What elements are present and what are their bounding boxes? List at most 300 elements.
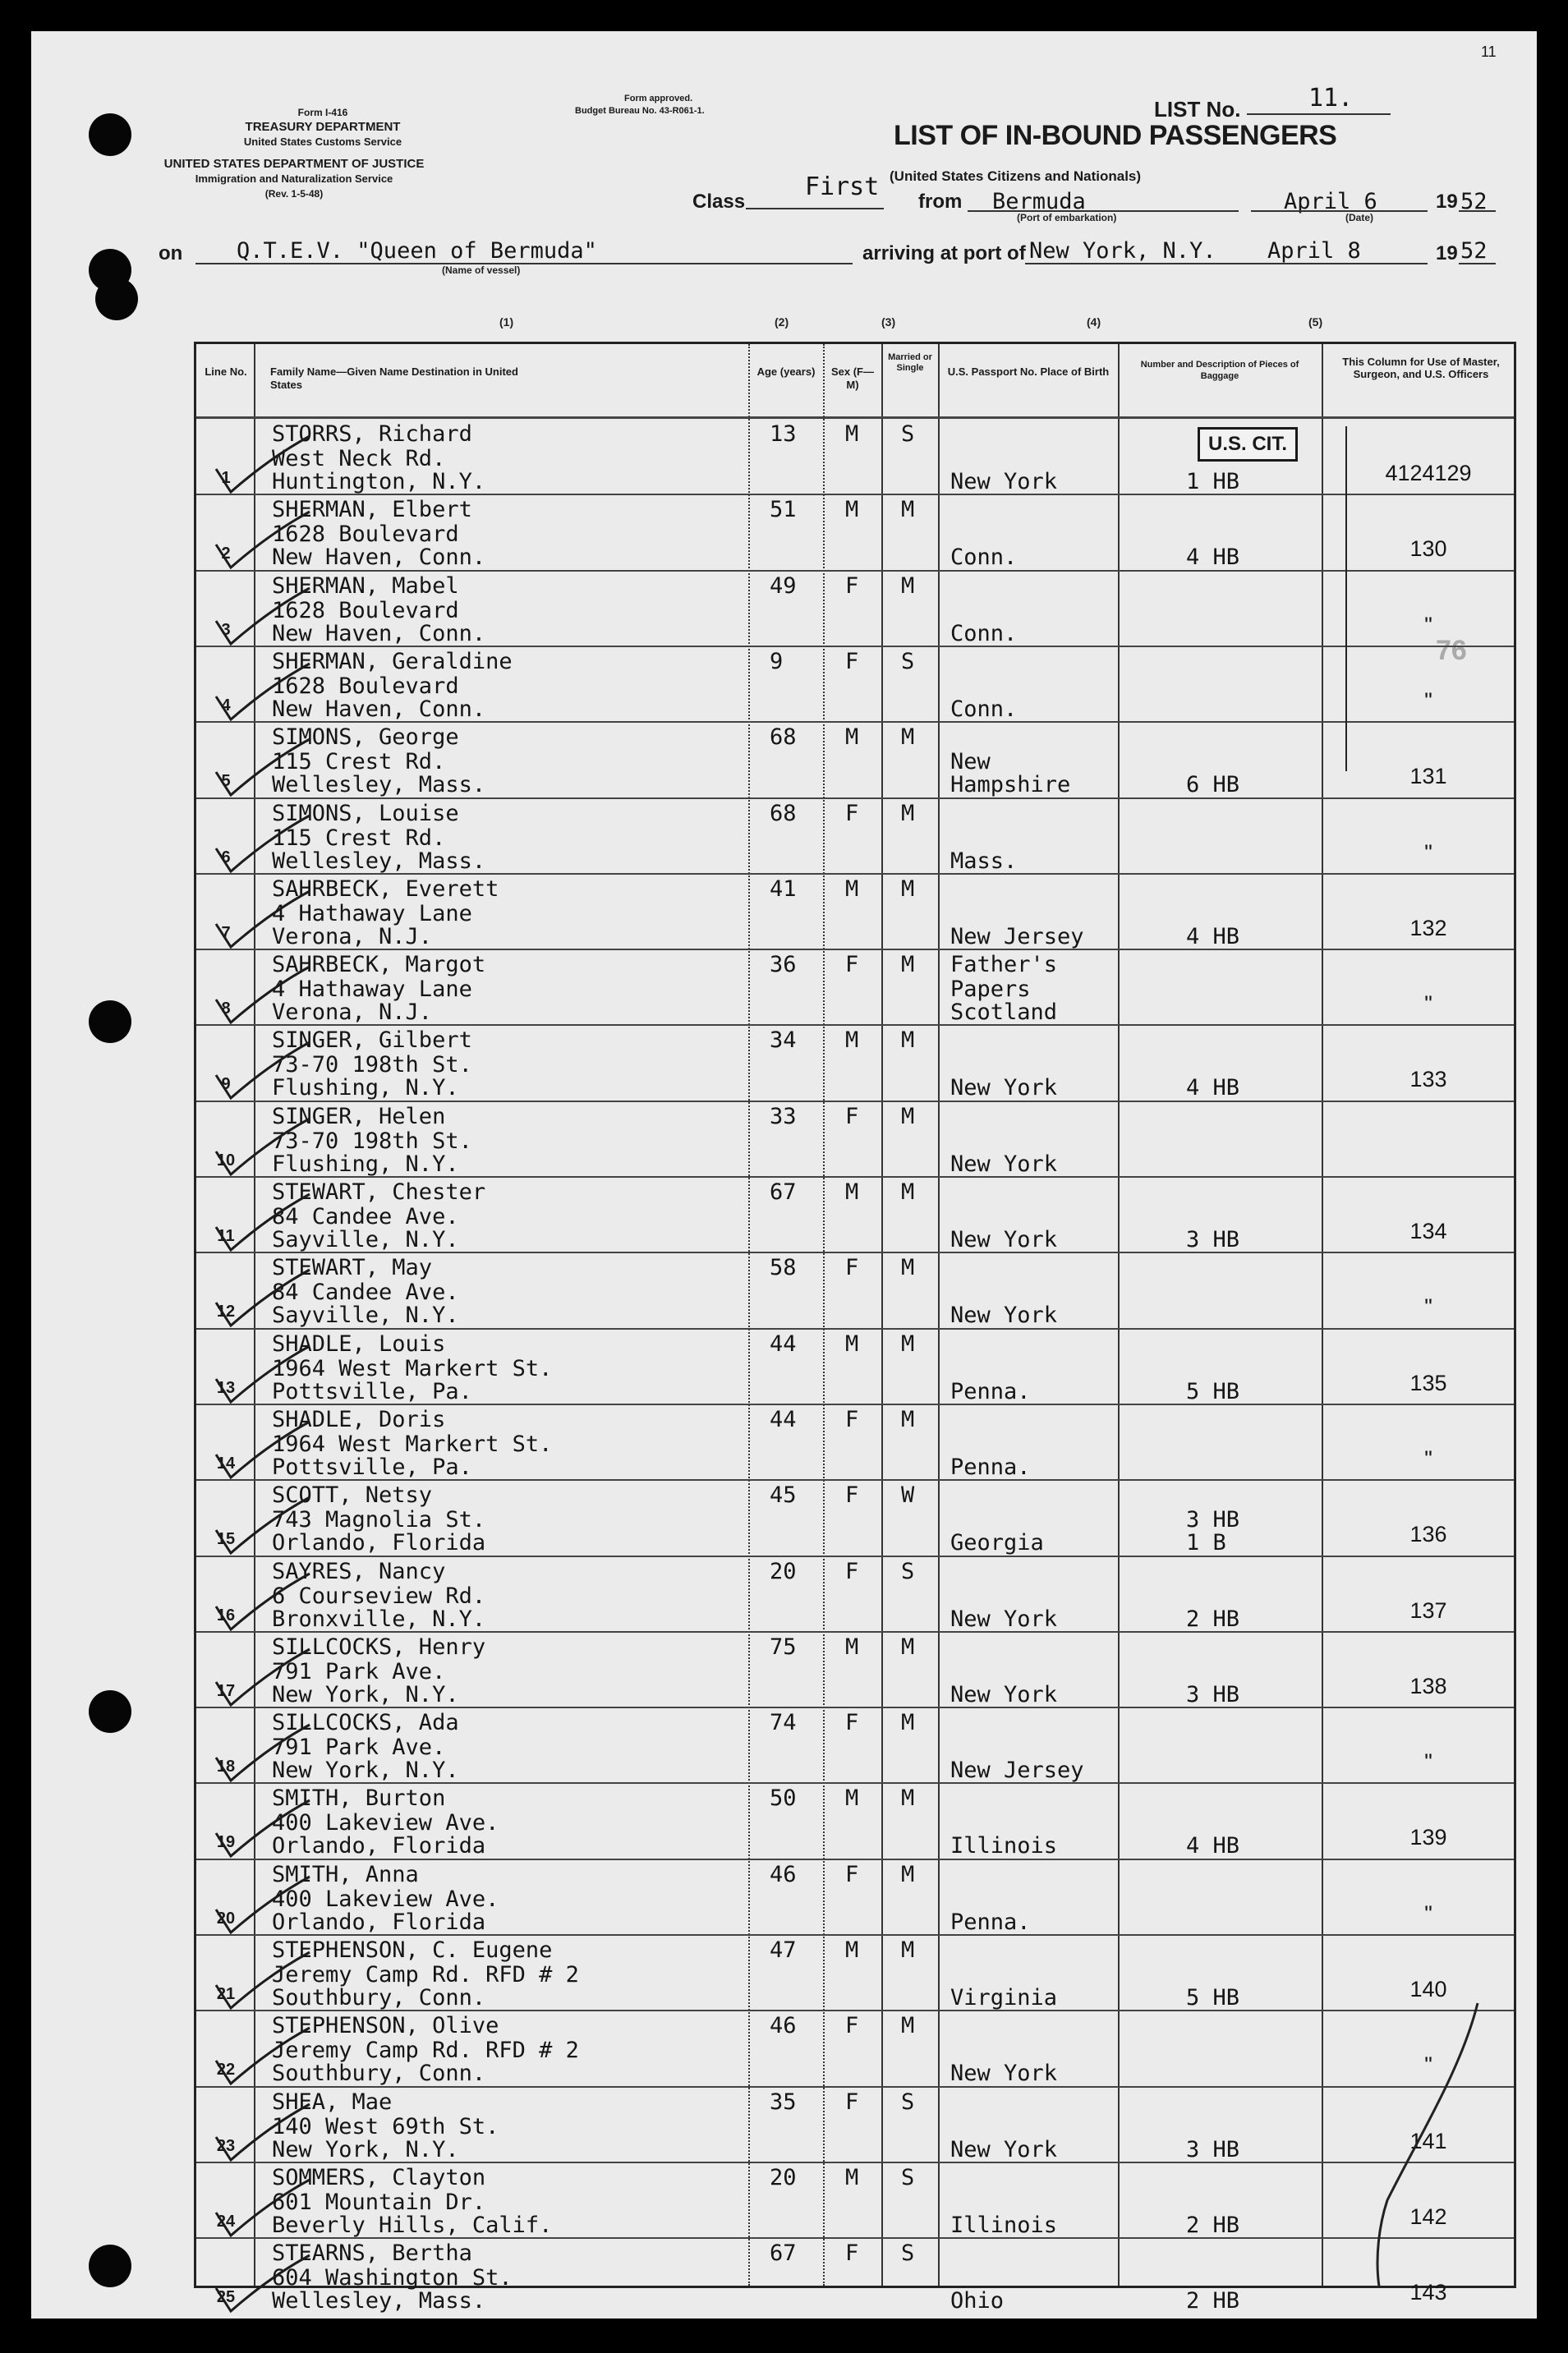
address-line-1: Jeremy Camp Rd. RFD # 2 bbox=[272, 1962, 579, 1988]
justice-block bbox=[163, 157, 425, 201]
approval-line: Form approved. bbox=[624, 94, 693, 103]
address-line-1: 743 Magnolia St. bbox=[272, 1507, 486, 1533]
list-no-label: LIST No. bbox=[1154, 97, 1241, 122]
check-mark-icon bbox=[213, 585, 311, 650]
row-line-number: 9 bbox=[221, 1075, 231, 1094]
age-value: 20 bbox=[770, 1558, 797, 1584]
passenger-table bbox=[194, 342, 1516, 2314]
class-value: First bbox=[805, 172, 880, 201]
passenger-name: SHERMAN, Geraldine bbox=[272, 648, 513, 674]
table-row bbox=[196, 949, 1514, 1024]
check-mark-icon bbox=[213, 508, 311, 574]
baggage-line-2: 6 HB bbox=[1186, 772, 1240, 798]
check-mark-icon bbox=[213, 1039, 311, 1105]
table-row bbox=[196, 1328, 1514, 1404]
birthplace-line-3: New York bbox=[950, 2136, 1058, 2162]
check-mark-icon bbox=[213, 963, 311, 1029]
birthplace-line-3: New York bbox=[950, 2061, 1058, 2087]
marital-status: M bbox=[901, 572, 915, 599]
marital-status: S bbox=[901, 421, 915, 447]
check-mark-icon bbox=[213, 2176, 311, 2242]
birthplace-line-3: Penna. bbox=[950, 1909, 1031, 1935]
passenger-name: SILLCOCKS, Ada bbox=[272, 1710, 459, 1736]
baggage-line-2: 4 HB bbox=[1186, 923, 1240, 949]
birthplace-line-3: New Jersey bbox=[950, 1758, 1084, 1784]
marital-status: W bbox=[901, 1482, 915, 1509]
passenger-name: SIMONS, George bbox=[272, 724, 459, 751]
check-mark-icon bbox=[213, 1343, 311, 1409]
officer-note: 130 bbox=[1409, 536, 1447, 562]
rev-date: (Rev. 1-5-48) bbox=[264, 188, 324, 200]
manifest-sheet bbox=[31, 31, 1537, 2319]
officer-note: 143 bbox=[1409, 2280, 1447, 2305]
marital-status: M bbox=[901, 1027, 915, 1054]
header-name: Family Name—Given Name Destination in United States bbox=[270, 365, 518, 391]
passenger-name: SHEA, Mae bbox=[272, 2089, 393, 2115]
date-caption: (Date) bbox=[1345, 212, 1374, 223]
officer-note: " bbox=[1424, 2052, 1432, 2078]
row-line-number: 22 bbox=[216, 2061, 236, 2080]
address-line-2: Wellesley, Mass. bbox=[272, 848, 486, 874]
officer-note: 142 bbox=[1409, 2204, 1447, 2229]
row-line-number: 17 bbox=[216, 1681, 236, 1700]
sex-value: M bbox=[845, 1937, 859, 1963]
approval-block bbox=[575, 93, 705, 117]
from-value: Bermuda bbox=[992, 189, 1086, 214]
arrival-port-value: New York, N.Y. bbox=[1029, 238, 1216, 264]
passenger-name: SMITH, Anna bbox=[272, 1861, 419, 1887]
binder-hole bbox=[89, 2245, 131, 2287]
table-row bbox=[196, 1631, 1514, 1707]
header-officers: This Column for Use of Master, Surgeon, and U.S. Officers bbox=[1342, 356, 1500, 380]
passenger-name: STEWART, Chester bbox=[272, 1179, 486, 1205]
officer-note: 139 bbox=[1409, 1825, 1447, 1850]
table-row bbox=[196, 1556, 1514, 1631]
table-row bbox=[196, 797, 1514, 873]
row-line-number: 24 bbox=[216, 2212, 236, 2231]
sex-value: F bbox=[845, 2240, 859, 2267]
treasury-dept: TREASURY DEPARTMENT bbox=[245, 120, 401, 134]
address-line-1: 1964 West Markert St. bbox=[272, 1431, 553, 1457]
age-value: 75 bbox=[770, 1634, 797, 1660]
marital-status: M bbox=[901, 1406, 915, 1432]
address-line-2: Huntington, N.Y. bbox=[272, 469, 486, 494]
ins-service: Immigration and Naturalization Service bbox=[195, 172, 393, 185]
sex-value: F bbox=[845, 1482, 859, 1509]
list-no-value: 11. bbox=[1308, 84, 1354, 113]
baggage-line-2: 2 HB bbox=[1186, 1606, 1240, 1632]
check-mark-icon bbox=[213, 1418, 311, 1484]
table-row bbox=[196, 873, 1514, 949]
address-line-1: 73-70 198th St. bbox=[272, 1052, 472, 1078]
justice-dept: UNITED STATES DEPARTMENT OF JUSTICE bbox=[163, 157, 425, 171]
sex-value: F bbox=[845, 572, 859, 599]
row-line-number: 6 bbox=[221, 848, 231, 866]
row-line-number: 12 bbox=[216, 1303, 236, 1321]
officer-note: 135 bbox=[1409, 1370, 1447, 1395]
marital-status: M bbox=[901, 1634, 915, 1660]
table-row bbox=[196, 1101, 1514, 1176]
row-line-number: 4 bbox=[221, 696, 231, 715]
address-line-1: 115 Crest Rd. bbox=[272, 749, 446, 775]
birthplace-line-3: Penna. bbox=[950, 1454, 1031, 1480]
check-mark-icon bbox=[213, 736, 311, 802]
passenger-name: SINGER, Helen bbox=[272, 1103, 446, 1129]
age-value: 49 bbox=[770, 572, 797, 599]
sex-value: F bbox=[845, 800, 859, 826]
row-line-number: 19 bbox=[216, 1833, 236, 1852]
sex-value: M bbox=[845, 1785, 859, 1812]
binder-hole bbox=[89, 1690, 131, 1733]
sex-value: M bbox=[845, 2164, 859, 2190]
age-value: 33 bbox=[770, 1103, 797, 1129]
birthplace-line-3: New York bbox=[950, 1227, 1058, 1252]
marital-status: M bbox=[901, 1785, 915, 1812]
age-value: 68 bbox=[770, 800, 797, 826]
address-line-1: 601 Mountain Dr. bbox=[272, 2189, 486, 2215]
passenger-name: SAYRES, Nancy bbox=[272, 1558, 446, 1584]
on-label: on bbox=[159, 242, 183, 264]
vessel-value: Q.T.E.V. "Queen of Bermuda" bbox=[237, 238, 597, 264]
address-line-1: 4 Hathaway Lane bbox=[272, 900, 472, 926]
sex-value: M bbox=[845, 1330, 859, 1357]
passenger-name: SOMMERS, Clayton bbox=[272, 2164, 486, 2190]
age-value: 58 bbox=[770, 1255, 797, 1281]
age-value: 13 bbox=[770, 421, 797, 447]
sex-value: M bbox=[845, 724, 859, 751]
check-mark-icon bbox=[213, 2101, 311, 2167]
marital-status: M bbox=[901, 952, 915, 978]
passenger-name: SMITH, Burton bbox=[272, 1785, 446, 1812]
pen-stroke bbox=[1330, 1995, 1511, 2291]
birthplace-line-3: Mass. bbox=[950, 848, 1018, 874]
arrival-year-prefix: 19 bbox=[1436, 242, 1458, 264]
marital-status: M bbox=[901, 800, 915, 826]
check-mark-icon bbox=[213, 888, 311, 954]
age-value: 45 bbox=[770, 1482, 797, 1509]
address-line-2: New York, N.Y. bbox=[272, 1681, 459, 1707]
table-row bbox=[196, 1859, 1514, 1934]
row-line-number: 1 bbox=[221, 469, 231, 487]
address-line-1: 604 Washington St. bbox=[272, 2265, 513, 2291]
header-line-no: Line No. bbox=[205, 365, 247, 378]
officer-note: " bbox=[1424, 1749, 1432, 1775]
birthplace-line-3: New York bbox=[950, 469, 1058, 494]
sex-value: F bbox=[845, 1710, 859, 1736]
passenger-name: STORRS, Richard bbox=[272, 421, 472, 447]
address-line-2: Beverly Hills, Calif. bbox=[272, 2212, 553, 2238]
officer-note: 140 bbox=[1409, 1977, 1447, 2001]
check-mark-icon bbox=[213, 1721, 311, 1787]
header-sex: Sex (F—M) bbox=[830, 365, 874, 391]
address-line-1: 1628 Boulevard bbox=[272, 597, 459, 623]
address-line-1: Jeremy Camp Rd. RFD # 2 bbox=[272, 2038, 579, 2064]
row-line-number: 8 bbox=[221, 1000, 231, 1018]
birthplace-line-3: Penna. bbox=[950, 1378, 1031, 1404]
sex-value: M bbox=[845, 497, 859, 523]
check-mark-icon bbox=[213, 1949, 311, 2015]
birthplace-line-3: New York bbox=[950, 1151, 1058, 1177]
check-mark-icon bbox=[213, 1191, 311, 1257]
age-value: 51 bbox=[770, 497, 797, 523]
check-mark-icon bbox=[213, 1646, 311, 1712]
officer-note: " bbox=[1424, 612, 1432, 637]
arrival-date-value: April 8 bbox=[1267, 238, 1361, 264]
address-line-2: New York, N.Y. bbox=[272, 2136, 459, 2162]
officer-note: " bbox=[1424, 1445, 1432, 1471]
passenger-name: STEWART, May bbox=[272, 1255, 433, 1281]
check-mark-icon bbox=[213, 1873, 311, 1939]
age-value: 47 bbox=[770, 1937, 797, 1963]
passenger-name: SHADLE, Doris bbox=[272, 1406, 446, 1432]
birthplace-line-3: New York bbox=[950, 1681, 1058, 1707]
age-value: 46 bbox=[770, 2013, 797, 2039]
address-line-1: 73-70 198th St. bbox=[272, 1128, 472, 1154]
binder-hole bbox=[89, 1000, 131, 1043]
us-citizen-stamp: U.S. CIT. bbox=[1198, 427, 1298, 462]
passenger-name: SILLCOCKS, Henry bbox=[272, 1634, 486, 1660]
from-label: from bbox=[918, 191, 963, 213]
birthplace-line-3: Conn. bbox=[950, 620, 1018, 646]
address-line-1: 84 Candee Ave. bbox=[272, 1280, 459, 1306]
birthplace-line-3: New York bbox=[950, 1075, 1058, 1101]
age-value: 74 bbox=[770, 1710, 797, 1736]
row-line-number: 21 bbox=[216, 1985, 236, 2003]
address-line-1: 1628 Boulevard bbox=[272, 522, 459, 548]
sex-value: M bbox=[845, 1634, 859, 1660]
marital-status: S bbox=[901, 648, 915, 674]
table-row bbox=[196, 418, 1514, 494]
check-mark-icon bbox=[213, 1797, 311, 1863]
address-line-1: 1964 West Markert St. bbox=[272, 1355, 553, 1381]
budget-line: Budget Bureau No. 43-R061-1. bbox=[575, 106, 705, 116]
marital-status: S bbox=[901, 2240, 915, 2267]
check-mark-icon bbox=[213, 433, 311, 499]
binder-hole bbox=[95, 278, 138, 320]
subtitle: (United States Citizens and Nationals) bbox=[890, 168, 1142, 184]
header-age: Age (years) bbox=[756, 365, 816, 378]
row-line-number: 20 bbox=[216, 1909, 236, 1928]
header-passport: U.S. Passport No. Place of Birth bbox=[947, 365, 1110, 378]
age-value: 44 bbox=[770, 1406, 797, 1432]
check-mark-icon bbox=[213, 2252, 311, 2318]
colnum-3: (3) bbox=[881, 315, 896, 329]
arrival-year-value: 52 bbox=[1460, 238, 1488, 264]
row-line-number: 15 bbox=[216, 1530, 236, 1549]
birthplace-line-3: Hampshire bbox=[950, 772, 1071, 798]
address-line-1: 400 Lakeview Ave. bbox=[272, 1810, 499, 1836]
address-line-2: Bronxville, N.Y. bbox=[272, 1606, 486, 1632]
table-row bbox=[196, 1782, 1514, 1858]
sex-value: F bbox=[845, 648, 859, 674]
address-line-2: New Haven, Conn. bbox=[272, 620, 486, 646]
passenger-name: STEARNS, Bertha bbox=[272, 2240, 472, 2267]
birthplace-line-3: New York bbox=[950, 1606, 1058, 1632]
address-line-1: 6 Courseview Rd. bbox=[272, 1583, 486, 1609]
passenger-name: SIMONS, Louise bbox=[272, 800, 459, 826]
address-line-2: Southbury, Conn. bbox=[272, 2061, 486, 2087]
address-line-2: Verona, N.J. bbox=[272, 923, 433, 949]
age-value: 34 bbox=[770, 1027, 797, 1054]
treasury-block bbox=[220, 105, 425, 149]
class-label: Class bbox=[692, 191, 746, 213]
officer-note: 138 bbox=[1409, 1673, 1447, 1698]
arriving-label: arriving at port of bbox=[862, 242, 1026, 264]
row-line-number: 23 bbox=[216, 2136, 236, 2155]
officer-note: " bbox=[1424, 1294, 1432, 1320]
baggage-line-2: 3 HB bbox=[1186, 1227, 1240, 1252]
row-line-number: 11 bbox=[217, 1227, 235, 1245]
passenger-name: SCOTT, Netsy bbox=[272, 1482, 433, 1509]
age-value: 9 bbox=[770, 648, 784, 674]
address-line-2: Sayville, N.Y. bbox=[272, 1227, 459, 1252]
age-value: 36 bbox=[770, 952, 797, 978]
row-line-number: 3 bbox=[221, 620, 231, 639]
check-mark-icon bbox=[213, 1570, 311, 1636]
address-line-2: Pottsville, Pa. bbox=[272, 1378, 472, 1404]
table-row bbox=[196, 1176, 1514, 1252]
table-row bbox=[196, 1024, 1514, 1100]
address-line-1: 115 Crest Rd. bbox=[272, 825, 446, 851]
address-line-1: 140 West 69th St. bbox=[272, 2113, 499, 2139]
address-line-2: Wellesley, Mass. bbox=[272, 772, 486, 798]
colnum-5: (5) bbox=[1308, 315, 1323, 329]
row-line-number: 14 bbox=[216, 1454, 236, 1473]
row-line-number: 18 bbox=[216, 1758, 236, 1776]
officer-note: 137 bbox=[1409, 1597, 1447, 1623]
table-row bbox=[196, 494, 1514, 569]
table-row bbox=[196, 2162, 1514, 2237]
row-line-number: 13 bbox=[216, 1378, 236, 1397]
row-line-number: 10 bbox=[216, 1151, 236, 1170]
age-value: 41 bbox=[770, 875, 797, 902]
row-line-number: 7 bbox=[221, 923, 231, 942]
sex-value: F bbox=[845, 952, 859, 978]
address-line-2: Flushing, N.Y. bbox=[272, 1151, 459, 1177]
sex-value: F bbox=[845, 1103, 859, 1129]
sex-value: M bbox=[845, 875, 859, 902]
passenger-name: SHERMAN, Elbert bbox=[272, 497, 472, 523]
table-row bbox=[196, 721, 1514, 797]
sex-value: F bbox=[845, 1255, 859, 1281]
marital-status: M bbox=[901, 2013, 915, 2039]
year-prefix: 19 bbox=[1436, 191, 1458, 213]
sex-value: F bbox=[845, 2089, 859, 2115]
address-line-2: Orlando, Florida bbox=[272, 1530, 486, 1556]
birthplace-line-3: New York bbox=[950, 1303, 1058, 1329]
age-value: 67 bbox=[770, 2240, 797, 2267]
address-line-1: 84 Candee Ave. bbox=[272, 1204, 459, 1229]
age-value: 44 bbox=[770, 1330, 797, 1357]
sex-value: F bbox=[845, 1861, 859, 1887]
marital-status: M bbox=[901, 1103, 915, 1129]
table-row bbox=[196, 1252, 1514, 1327]
birthplace-line-2: New bbox=[950, 749, 991, 775]
address-line-1: West Neck Rd. bbox=[272, 446, 446, 471]
address-line-1: 400 Lakeview Ave. bbox=[272, 1886, 499, 1912]
colnum-4: (4) bbox=[1087, 315, 1101, 329]
sex-value: M bbox=[845, 1027, 859, 1054]
birthplace-line-3: Virginia bbox=[950, 1985, 1058, 2011]
baggage-line-2: 5 HB bbox=[1186, 1378, 1240, 1404]
customs-service: United States Customs Service bbox=[243, 136, 402, 148]
address-line-2: Southbury, Conn. bbox=[272, 1985, 486, 2011]
binder-hole bbox=[89, 113, 131, 156]
address-line-2: Verona, N.J. bbox=[272, 1000, 433, 1026]
address-line-1: 791 Park Ave. bbox=[272, 1735, 446, 1761]
address-line-1: 4 Hathaway Lane bbox=[272, 977, 472, 1003]
officer-vertical-line bbox=[1342, 426, 1350, 771]
address-line-2: New Haven, Conn. bbox=[272, 545, 486, 571]
table-row bbox=[196, 1479, 1514, 1555]
check-mark-icon bbox=[213, 2024, 311, 2090]
marital-status: M bbox=[901, 1179, 915, 1205]
age-value: 46 bbox=[770, 1861, 797, 1887]
officer-note: 131 bbox=[1409, 764, 1447, 789]
check-mark-icon bbox=[213, 1115, 311, 1181]
marital-status: S bbox=[901, 2164, 915, 2190]
form-number: Form I-416 bbox=[297, 107, 348, 118]
address-line-2: Orlando, Florida bbox=[272, 1909, 486, 1935]
age-value: 67 bbox=[770, 1179, 797, 1205]
sex-value: F bbox=[845, 1406, 859, 1432]
address-line-2: Flushing, N.Y. bbox=[272, 1075, 459, 1101]
table-row bbox=[196, 2010, 1514, 2085]
row-line-number: 16 bbox=[216, 1606, 236, 1625]
birthplace-line-3: Conn. bbox=[950, 696, 1018, 722]
age-value: 68 bbox=[770, 724, 797, 751]
table-row bbox=[196, 2086, 1514, 2162]
birthplace-line-1: Father's bbox=[950, 952, 1058, 978]
address-line-2: Sayville, N.Y. bbox=[272, 1303, 459, 1329]
sex-value: M bbox=[845, 1179, 859, 1205]
address-line-2: Orlando, Florida bbox=[272, 1833, 486, 1859]
passenger-name: STEPHENSON, C. Eugene bbox=[272, 1937, 553, 1963]
marital-status: M bbox=[901, 875, 915, 902]
age-value: 20 bbox=[770, 2164, 797, 2190]
sex-value: F bbox=[845, 1558, 859, 1584]
check-mark-icon bbox=[213, 812, 311, 878]
baggage-line-2: 4 HB bbox=[1186, 545, 1240, 571]
baggage-line-2: 5 HB bbox=[1186, 1985, 1240, 2011]
port-caption: (Port of embarkation) bbox=[1017, 212, 1117, 223]
officer-note: " bbox=[1424, 839, 1432, 865]
baggage-line-2: 1 HB bbox=[1186, 469, 1240, 494]
officer-note: 134 bbox=[1409, 1219, 1447, 1243]
baggage-line-2: 4 HB bbox=[1186, 1833, 1240, 1859]
table-row bbox=[196, 1707, 1514, 1782]
marital-status: M bbox=[901, 1937, 915, 1963]
check-mark-icon bbox=[213, 1266, 311, 1332]
address-line-1: 1628 Boulevard bbox=[272, 673, 459, 699]
baggage-line-2: 3 HB bbox=[1186, 1681, 1240, 1707]
address-line-2: New Haven, Conn. bbox=[272, 696, 486, 722]
marital-status: M bbox=[901, 497, 915, 523]
baggage-line-1: 3 HB bbox=[1186, 1507, 1240, 1533]
age-value: 50 bbox=[770, 1785, 797, 1812]
vessel-caption: (Name of vessel) bbox=[442, 264, 521, 276]
address-line-1: 791 Park Ave. bbox=[272, 1658, 446, 1684]
officer-note: 4124129 bbox=[1385, 461, 1472, 485]
passenger-name: SINGER, Gilbert bbox=[272, 1027, 472, 1054]
header-baggage: Number and Description of Pieces of Baggage bbox=[1140, 360, 1299, 381]
table-row bbox=[196, 646, 1514, 721]
officer-note: " bbox=[1424, 991, 1432, 1017]
marital-status: M bbox=[901, 1330, 915, 1357]
officer-note: 133 bbox=[1409, 1067, 1447, 1092]
baggage-line-2: 2 HB bbox=[1186, 2288, 1240, 2314]
marital-status: S bbox=[901, 2089, 915, 2115]
